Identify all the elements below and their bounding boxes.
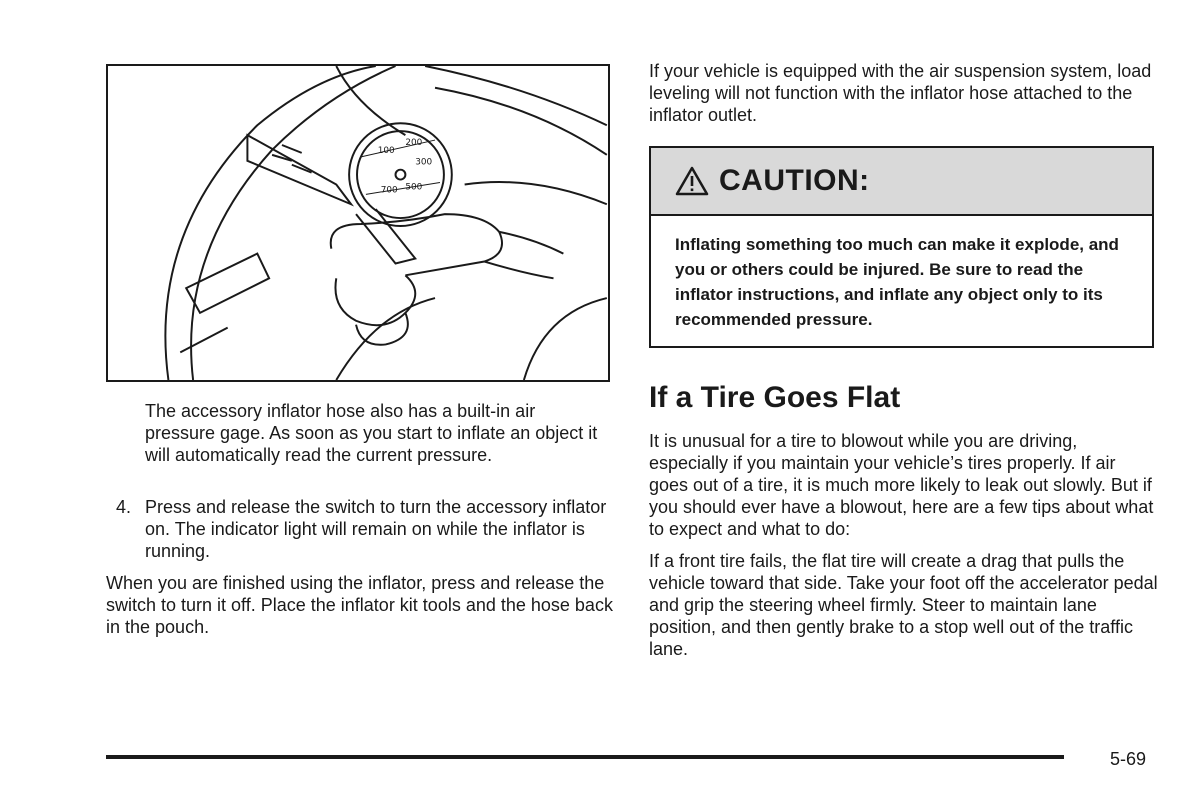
svg-text:200: 200 — [405, 137, 423, 148]
warning-triangle-icon — [675, 166, 709, 196]
front-tire-text: If a front tire fails, the flat tire will create a drag that pulls the vehicle toward that side. Take your foot off the accelerator pedal and grip the steering wheel firmly. Steer to maintain lane position, and then gently brake to a stop well out of the traffic lane. — [649, 551, 1158, 659]
list-item-text: Press and release the switch to turn the accessory inflator on. The indicator light will remain on while the inflator is running. — [145, 497, 607, 561]
section-title: If a Tire Goes Flat — [649, 381, 901, 414]
page-number: 5-69 — [1110, 749, 1147, 769]
svg-text:100: 100 — [377, 145, 395, 156]
caution-header — [651, 148, 1152, 216]
caution-box — [649, 146, 1154, 348]
instruction-list — [106, 496, 611, 562]
finish-text: When you are finished using the inflator, press and release the switch to turn it off. Place the inflator kit tools and the hose back in the pouch. — [106, 573, 613, 637]
inflator-gauge-illustration — [106, 64, 610, 382]
list-item — [106, 496, 611, 562]
svg-text:300: 300 — [415, 157, 433, 168]
blowout-text: It is unusual for a tire to blowout while you are driving, especially if you maintain your vehicle’s tires properly. If air goes out of a tire, it is much more likely to leak out slowly. But if you should ever have a blowout, here are a few tips about what to expect and what to do: — [649, 431, 1154, 539]
caution-title: CAUTION: — [719, 164, 870, 197]
svg-text:700: 700 — [380, 185, 398, 196]
gauge-text: The accessory inflator hose also has a built-in air pressure gage. As soon as you start to inflate an object it will automatically read the current pressure. — [145, 401, 598, 465]
blowout-paragraph — [649, 430, 1159, 540]
air-suspension-text: If your vehicle is equipped with the air suspension system, load leveling will not function with the inflator hose attached to the inflator outlet. — [649, 61, 1152, 125]
front-tire-paragraph — [649, 550, 1159, 660]
svg-text:500: 500 — [405, 182, 423, 193]
caution-text: Inflating something too much can make it explode, and you or others could be injured. Be sure to read the inflator instructions, and inflate any object only to its recommended pressure. — [675, 235, 1119, 329]
finish-paragraph — [106, 572, 616, 638]
list-item-number: 4. — [116, 497, 132, 517]
air-suspension-paragraph — [649, 60, 1159, 126]
footer-rule — [106, 755, 1064, 759]
inflator-gauge-paragraph — [145, 400, 605, 466]
